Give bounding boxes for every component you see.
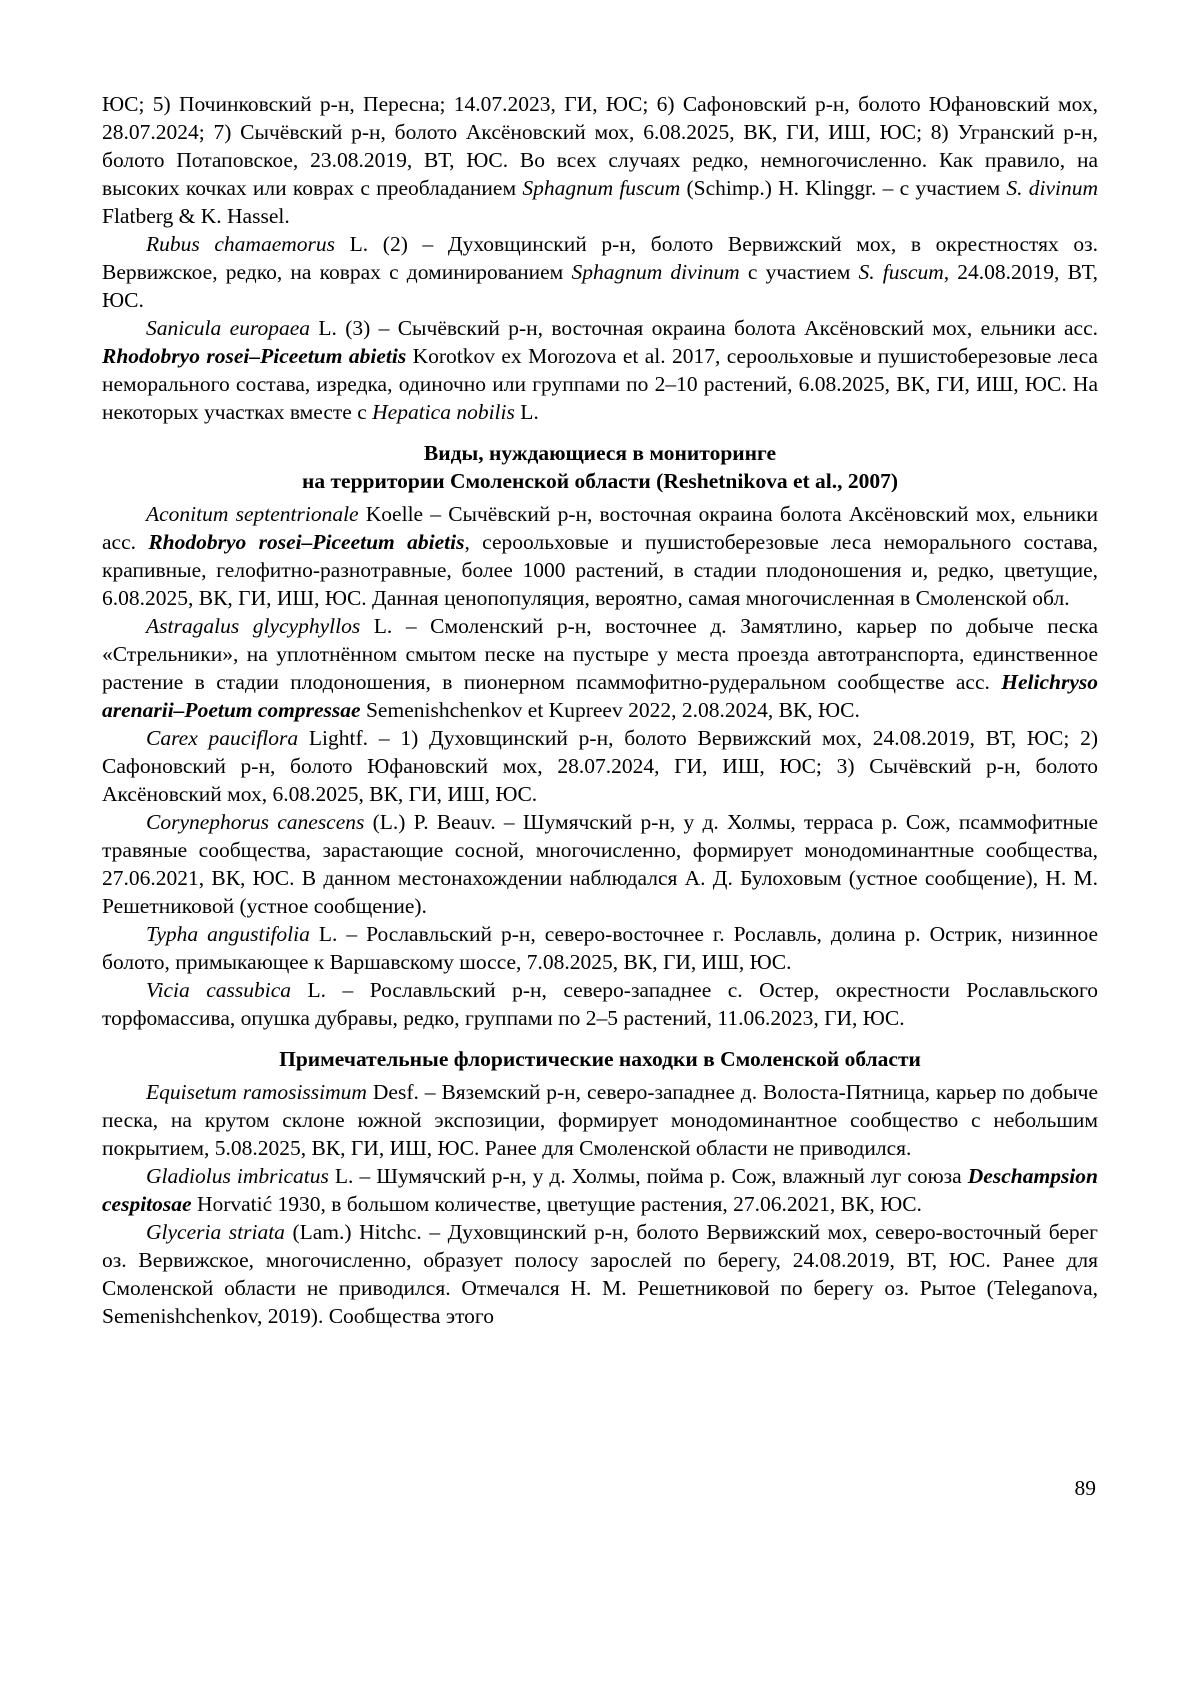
- text-run: L. – Рославльский р-н, северо-восточнее г. Рославль, долина р. Острик, низинное болото, примыкающее к Варшавскому шоссе, 7.08.2025, ВК, ГИ, ИШ, ЮС.: [102, 922, 1099, 974]
- text-run: L.: [514, 400, 539, 424]
- text-run: Helichryso arenarii–Poetum compressae: [102, 670, 1098, 722]
- paragraph: [102, 808, 1098, 920]
- text-run: L. – Шумячский р-н, у д. Холмы, пойма р. Сож, влажный луг союза: [328, 1164, 968, 1188]
- text-run: Sphagnum divinum: [571, 260, 740, 284]
- text-run: Rhodobryo rosei–Piceetum abietis: [148, 530, 465, 554]
- text-run: Sphagnum fuscum: [522, 176, 681, 200]
- paragraph: [102, 90, 1098, 230]
- text-run: , сероольховые и пушистоберезовые леса неморального состава, крапивные, гелофитно-разнотравные, более 1000 растений, в стадии плодоношения и, редко, цветущие, 6.08.2025, ВК, ГИ, ИШ, ЮС. Данная ценопопуляция, вероятно, самая многочисленная в Смоленской обл.: [102, 530, 1098, 610]
- text-run: Desf. – Вяземский р-н, северо-западнее д. Волоста-Пятница, карьер по добыче песка, на крутом склоне южной экспозиции, формирует монодоминантное сообщество с небольшим покрытием, 5.08.2025, ВК, ГИ, ИШ, ЮС. Ранее для Смоленской области не приводился.: [102, 1080, 1098, 1160]
- text-run: Horvatić 1930, в большом количестве, цветущие растения, 27.06.2021, ВК, ЮС.: [191, 1192, 922, 1216]
- text-run: S. fuscum: [858, 260, 944, 284]
- paragraph: [102, 920, 1098, 976]
- paragraph: [102, 976, 1098, 1032]
- text-run: Astragalus glycyphyllos: [146, 614, 361, 638]
- paragraph: [102, 314, 1098, 426]
- text-run: Lightf. – 1) Духовщинский р-н, болото Вервижский мох, 24.08.2019, ВТ, ЮС; 2) Сафоновский р-н, болото Юфановский мох, 28.07.2024, ГИ, ИШ, ЮС; 3) Сычёвский р-н, болото Аксёновский мох, 6.08.2025, ВК, ГИ, ИШ, ЮС.: [102, 726, 1099, 806]
- text-run: Sanicula europaea: [146, 316, 310, 340]
- text-run: Korotkov ex Morozova et al. 2017, сероольховые и пушистоберезовые леса неморального состава, изредка, одиночно или группами по 2–10 растений, 6.08.2025, ВК, ГИ, ИШ, ЮС. На некоторых участках вместе с: [102, 344, 1098, 424]
- text-run: Typha angustifolia: [146, 922, 310, 946]
- paragraph: [102, 724, 1098, 808]
- text-run: L. – Рославльский р-н, северо-западнее с. Остер, окрестности Рославльского торфомассива, опушка дубравы, редко, группами по 2–5 растений, 11.06.2023, ГИ, ЮС.: [102, 978, 1098, 1030]
- text-run: L. (3) – Сычёвский р-н, восточная окраина болота Аксёновский мох, ельники асс.: [310, 316, 1098, 340]
- paragraph: [102, 1162, 1098, 1218]
- text-run: с участием: [739, 260, 859, 284]
- text-run: Glyceria striata: [146, 1220, 285, 1244]
- text-run: (L.) P. Beauv. – Шумячский р-н, у д. Холмы, терраса р. Сож, псаммофитные травяные сообщества, зарастающие сосной, многочисленно, формирует монодоминантные сообщества, 27.06.2021, ВК, ЮС. В данном местонахождении наблюдался А. Д. Булоховым (устное сообщение), Н. М. Решетниковой (устное сообщение).: [102, 810, 1098, 918]
- text-run: Equisetum ramosissimum: [146, 1080, 367, 1104]
- paragraph: [102, 1218, 1098, 1330]
- text-run: Hepatica nobilis: [372, 400, 515, 424]
- document-body: [102, 90, 1098, 1330]
- text-run: L. – Смоленский р-н, восточнее д. Замятлино, карьер по добыче песка «Стрельники», на уплотнённом смытом песке на пустыре у места проезда автотранспорта, единственное растение в стадии плодоношения, в пионерном псаммофитно-рудеральном сообществе асс.: [102, 614, 1098, 694]
- text-run: , 24.08.2019, ВТ, ЮС.: [102, 260, 1098, 312]
- text-run: Koelle – Сычёвский р-н, восточная окраина болота Аксёновский мох, ельники асс.: [102, 502, 1098, 554]
- paragraph: [102, 230, 1098, 314]
- text-run: Deschampsion cespitosae: [102, 1164, 1098, 1216]
- text-run: Rubus chamaemorus: [146, 232, 336, 256]
- text-run: Vicia cassubica: [146, 978, 292, 1002]
- text-run: L. (2) – Духовщинский р-н, болото Вервижский мох, в окрестностях оз. Вервижское, редко, на коврах с доминированием: [102, 232, 1098, 284]
- section-heading: Виды, нуждающиеся в мониторинге на территории Смоленской области (Reshetnikova et al., 2007): [301, 441, 899, 493]
- text-run: Aconitum septentrionale: [146, 502, 359, 526]
- paragraph: [102, 612, 1098, 724]
- text-run: (Lam.) Hitchc. – Духовщинский р-н, болото Вервижский мох, северо-восточный берег оз. Вервижское, многочисленно, образует полосу зарослей по берегу, 24.08.2019, ВТ, ЮС. Ранее для Смоленской области не приводился. Отмечался Н. М. Решетниковой по берегу оз. Рытое (Teleganova, Semenishchenkov, 2019). Сообщества этого: [102, 1220, 1098, 1328]
- text-run: S. divinum: [1006, 176, 1098, 200]
- text-run: Gladiolus imbricatus: [146, 1164, 329, 1188]
- section-heading: Примечательные флористические находки в Смоленской области: [279, 1047, 921, 1071]
- text-run: Corynephorus canescens: [146, 810, 365, 834]
- text-run: (Schimp.) H. Klinggr. – с участием: [680, 176, 1007, 200]
- text-run: Semenishchenkov et Kupreev 2022, 2.08.2024, ВК, ЮС.: [360, 698, 860, 722]
- text-run: Rhodobryo rosei–Piceetum abietis: [102, 344, 407, 368]
- page-number: 89: [1074, 1476, 1096, 1500]
- text-run: Carex pauciflora: [146, 726, 299, 750]
- text-run: Flatberg & K. Hassel.: [102, 204, 290, 228]
- paragraph: [102, 500, 1098, 612]
- paragraph: [102, 1078, 1098, 1162]
- text-run: ЮС; 5) Починковский р-н, Пересна; 14.07.2023, ГИ, ЮС; 6) Сафоновский р-н, болото Юфановский мох, 28.07.2024; 7) Сычёвский р-н, болото Аксёновский мох, 6.08.2025, ВК, ГИ, ИШ, ЮС; 8) Угранский р-н, болото Потаповское, 23.08.2019, ВТ, ЮС. Во всех случаях редко, немногочисленно. Как правило, на высоких кочках или коврах с преобладанием: [102, 92, 1098, 200]
